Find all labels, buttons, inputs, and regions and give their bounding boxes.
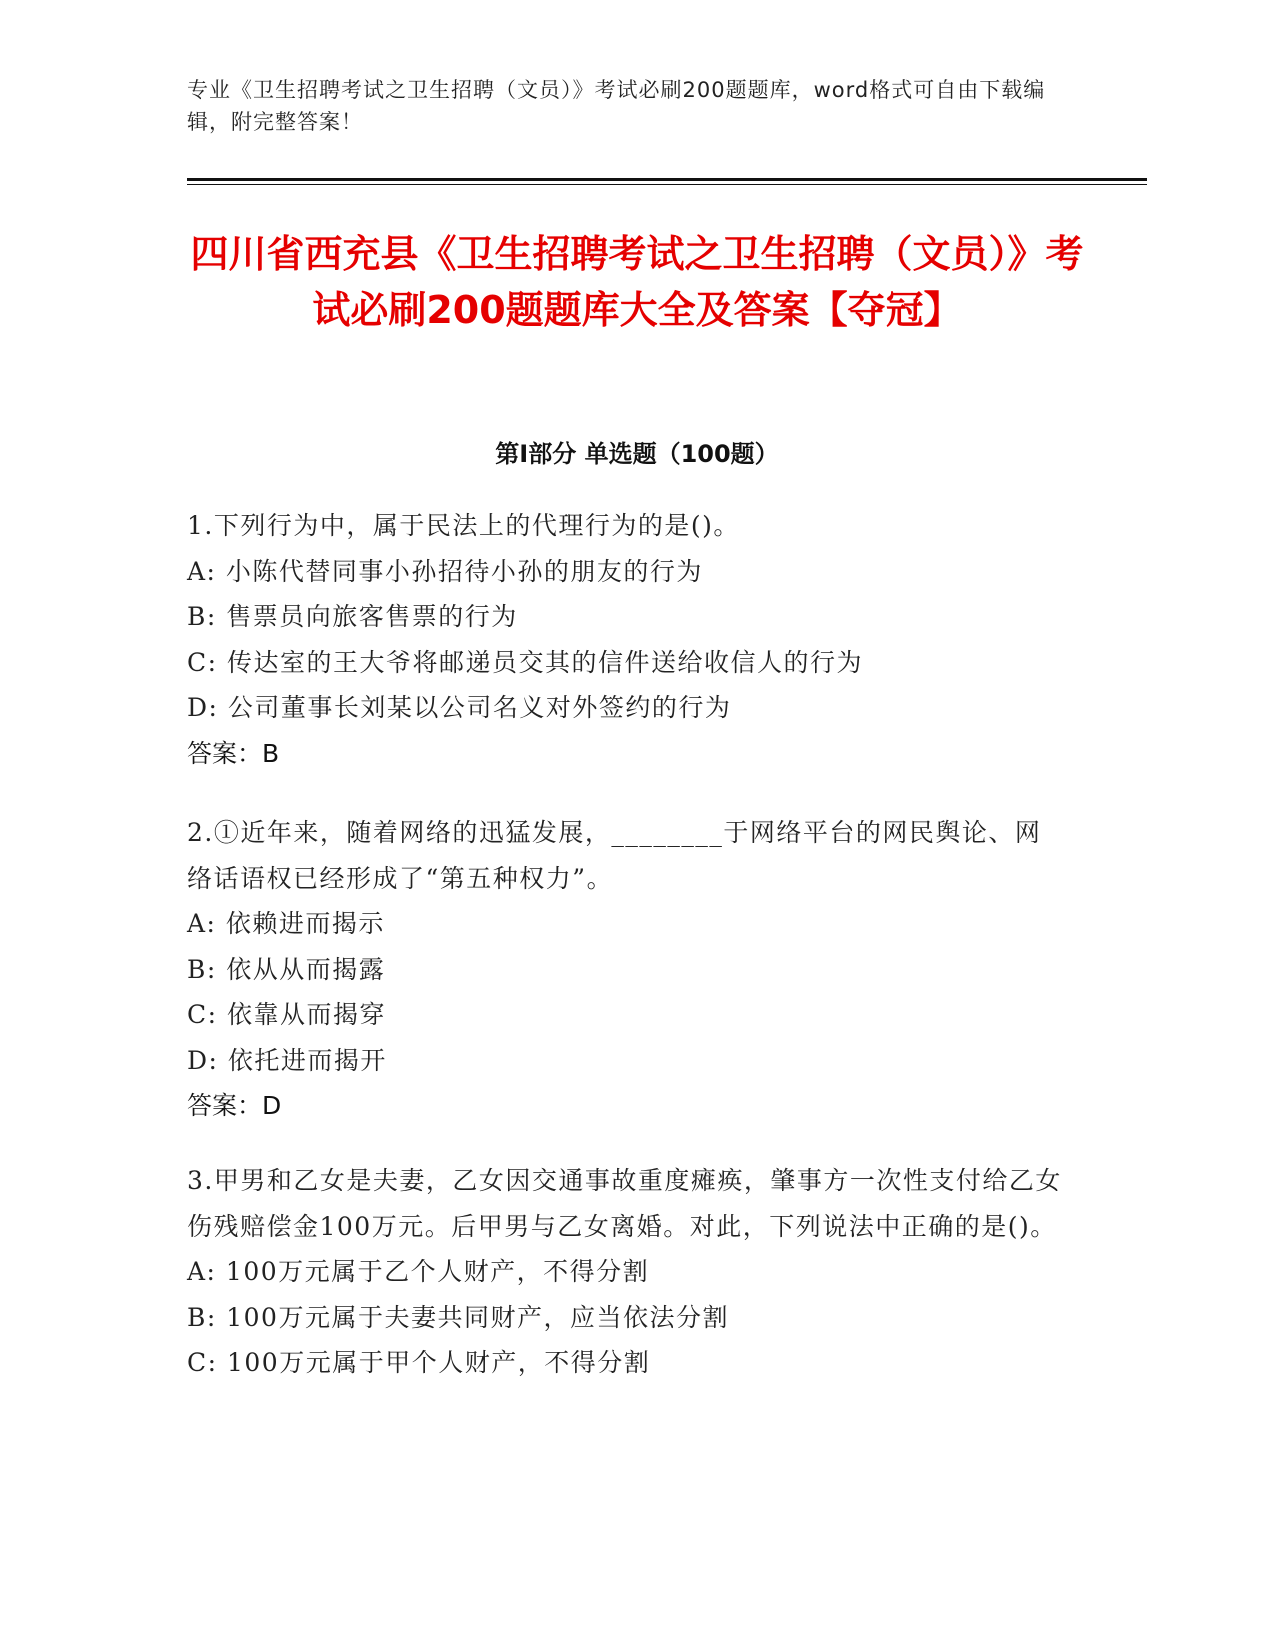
document-title: 四川省西充县《卫生招聘考试之卫生招聘（文员）》考试必刷200题题库大全及答案【夺冠】: [190, 232, 1084, 332]
option-c: C: 依靠从而揭穿: [187, 1000, 386, 1029]
question-stem: 3.甲男和乙女是夫妻，乙女因交通事故重度瘫痪，肇事方一次性支付给乙女伤残赔偿金100万元。后甲男与乙女离婚。对此，下列说法中正确的是()。: [187, 1166, 1062, 1241]
option-c: C: 100万元属于甲个人财产，不得分割: [187, 1348, 651, 1377]
section-heading: 第I部分 单选题（100题）: [495, 440, 779, 468]
option-a: A: 100万元属于乙个人财产，不得分割: [187, 1257, 650, 1286]
question-2: [187, 810, 1067, 1129]
option-d: D: 公司董事长刘某以公司名义对外签约的行为: [187, 693, 732, 722]
header-rule-thick: [187, 178, 1147, 181]
option-a: A: 依赖进而揭示: [187, 909, 385, 938]
header-rule-thin: [187, 184, 1147, 185]
question-3: [187, 1158, 1067, 1386]
option-b: B: 售票员向旅客售票的行为: [187, 602, 518, 631]
question-1: [187, 503, 1067, 776]
answer-line: 答案：D: [187, 1091, 282, 1120]
answer-line: 答案：B: [187, 738, 280, 768]
option-a: A: 小陈代替同事小孙招待小孙的朋友的行为: [187, 556, 703, 586]
option-d: D: 依托进而揭开: [187, 1045, 387, 1075]
header-note: 专业《卫生招聘考试之卫生招聘（文员）》考试必刷200题题库，word格式可自由下载编辑，附完整答案！: [187, 78, 1046, 134]
option-c: C: 传达室的王大爷将邮递员交其的信件送给收信人的行为: [187, 647, 864, 677]
option-b: B: 100万元属于夫妻共同财产，应当依法分割: [187, 1302, 729, 1332]
question-stem: 2.①近年来，随着网络的迅猛发展，________于网络平台的网民舆论、网络话语权已经形成了“第五种权力”。: [187, 818, 1042, 893]
question-stem: 1.下列行为中，属于民法上的代理行为的是()。: [187, 511, 740, 540]
option-b: B: 依从从而揭露: [187, 954, 386, 984]
